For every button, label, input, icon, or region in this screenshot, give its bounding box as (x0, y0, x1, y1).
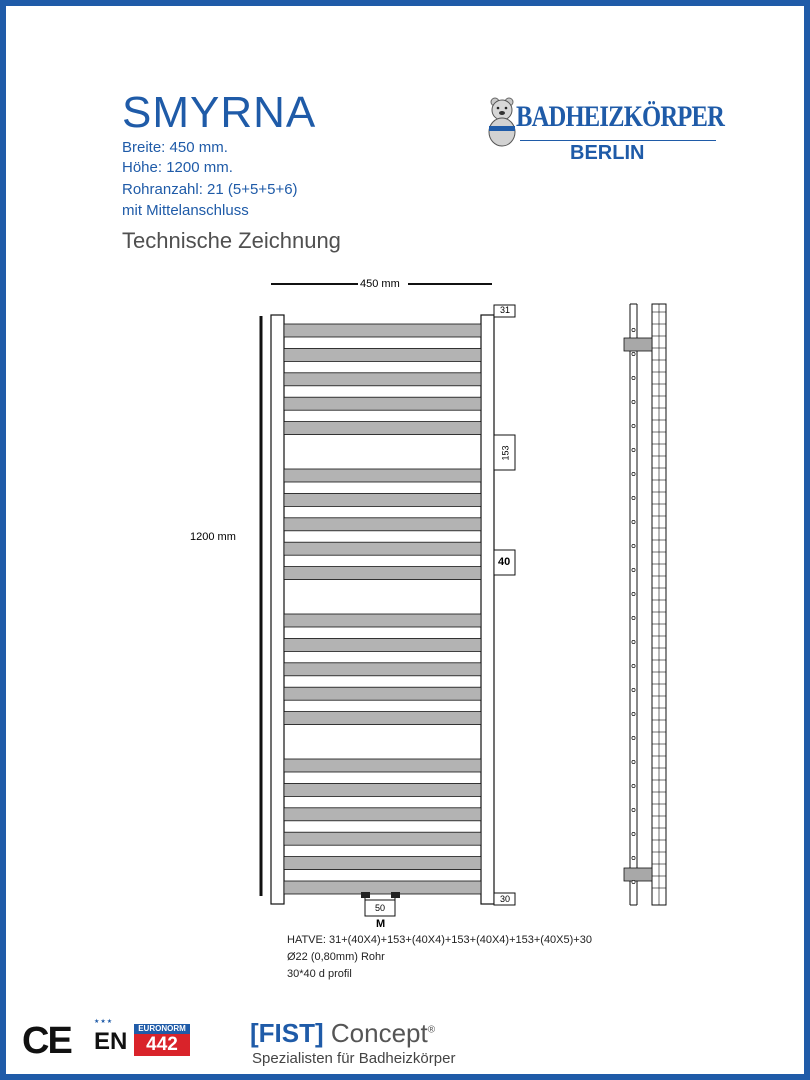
radiator-bar (284, 881, 481, 894)
side-view-dot (632, 328, 635, 331)
spec-width: Breite: 450 mm. (122, 139, 228, 156)
radiator-bar (284, 663, 481, 676)
radiator-bar (284, 422, 481, 435)
brand-word: Concept (330, 1018, 428, 1048)
top-offset-label: 31 (500, 305, 511, 315)
side-view-dot (632, 448, 635, 451)
side-view-dot (632, 832, 635, 835)
radiator-bar (284, 614, 481, 627)
side-view-dot (632, 640, 635, 643)
side-view-dot (632, 568, 635, 571)
side-view-dot (632, 736, 635, 739)
radiator-bar (284, 687, 481, 700)
side-view-dot (632, 712, 635, 715)
radiator-bar (284, 832, 481, 845)
side-view-dot (632, 880, 635, 883)
side-view-dot (632, 760, 635, 763)
side-view-dot (632, 472, 635, 475)
side-view-dot (632, 400, 635, 403)
brand-tagline: Spezialisten für Badheizkörper (252, 1050, 456, 1067)
spec-connection: mit Mittelanschluss (122, 202, 249, 219)
side-view-dot (632, 856, 635, 859)
bottom-offset-label: 30 (500, 894, 511, 904)
radiator-bar (284, 348, 481, 361)
radiator-bar (284, 808, 481, 821)
spec-tubes: Rohranzahl: 21 (5+5+5+6) (122, 181, 298, 198)
fist-concept-logo (250, 1018, 435, 1049)
radiator-bars (284, 324, 481, 894)
radiator-bar (284, 324, 481, 337)
side-view (624, 304, 666, 905)
radiator-bar (284, 759, 481, 772)
en-number: 442 (134, 1034, 190, 1056)
pipe-note: Ø22 (0,80mm) Rohr (287, 951, 385, 963)
side-view-dot (632, 808, 635, 811)
product-title: SMYRNA (122, 88, 317, 137)
spacing-label: 40 (498, 556, 511, 568)
height-label: 1200 mm (190, 531, 236, 543)
en-prefix: EN (94, 1028, 128, 1055)
side-view-dot (632, 352, 635, 355)
brand-bracket: [FIST] (250, 1018, 324, 1048)
spec-height: Höhe: 1200 mm. (122, 159, 233, 176)
logo-city: BERLIN (570, 142, 645, 164)
side-view-dot (632, 616, 635, 619)
connection-distance-label: 50 (375, 903, 386, 913)
right-post (481, 315, 494, 904)
side-view-dot (632, 664, 635, 667)
radiator-bar (284, 373, 481, 386)
radiator-bar (284, 783, 481, 796)
connection-label: M (376, 918, 386, 930)
radiator-bar (284, 857, 481, 870)
connection-left-valve (361, 892, 370, 898)
logo-name: BADHEIZKÖRPER (516, 100, 725, 133)
gap-label: 153 (500, 445, 511, 461)
radiator-bar (284, 518, 481, 531)
side-view-dot (632, 424, 635, 427)
radiator-bar (284, 712, 481, 725)
width-label: 450 mm (360, 278, 400, 290)
drawing-subtitle: Technische Zeichnung (122, 228, 341, 253)
radiator-bar (284, 493, 481, 506)
registered-mark: ® (427, 1024, 436, 1036)
radiator-bar (284, 397, 481, 410)
radiator-bar (284, 542, 481, 555)
side-view-dot (632, 592, 635, 595)
side-view-dot (632, 376, 635, 379)
side-view-dot (632, 520, 635, 523)
side-view-dot (632, 496, 635, 499)
side-view-dot (632, 784, 635, 787)
left-post (271, 315, 284, 904)
connection-right-valve (391, 892, 400, 898)
euronorm-label: EURONORM (134, 1024, 190, 1034)
ce-mark-icon: CE (22, 1020, 71, 1062)
side-view-dot (632, 544, 635, 547)
radiator-bar (284, 567, 481, 580)
side-view-dot (632, 688, 635, 691)
profile-note: 30*40 d profil (287, 968, 352, 980)
radiator-bar (284, 638, 481, 651)
hatve-note: HATVE: 31+(40X4)+153+(40X4)+153+(40X4)+153+(40X5)+30 (287, 934, 592, 946)
radiator-bar (284, 469, 481, 482)
